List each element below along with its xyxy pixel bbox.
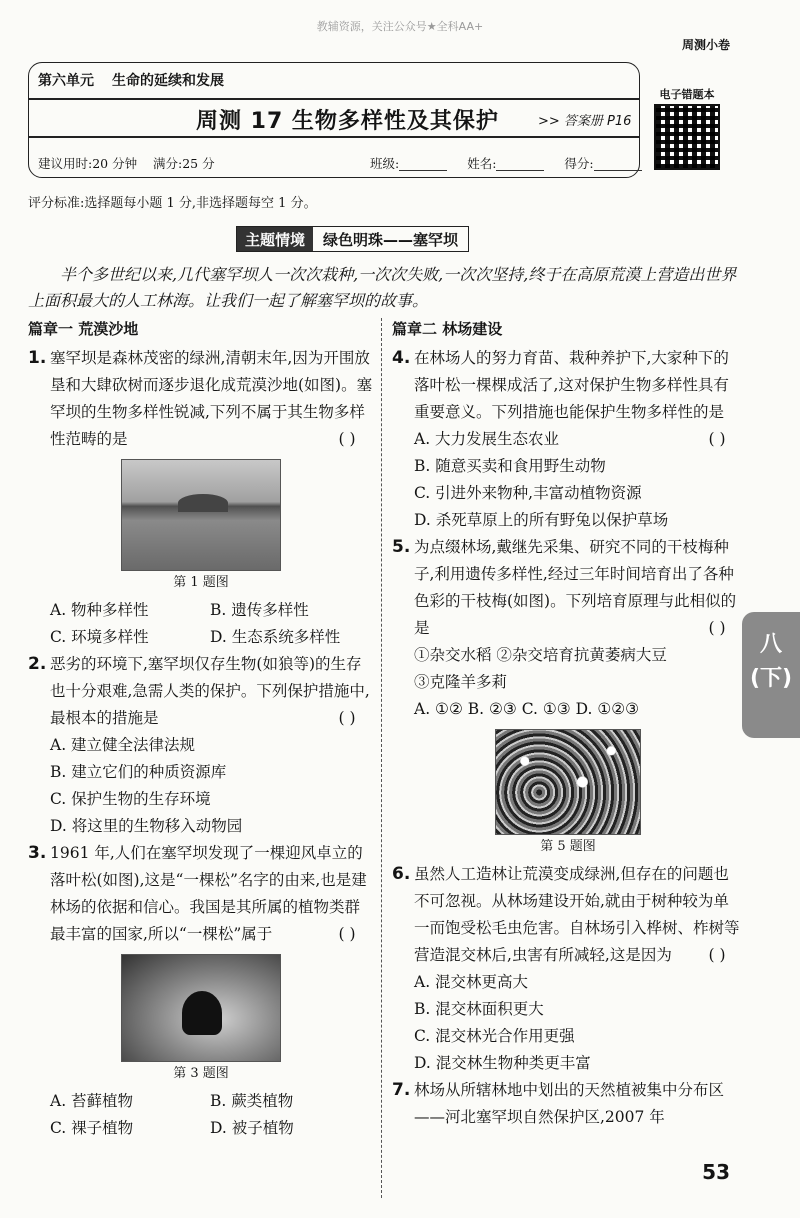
answer-bracket[interactable]: ( ): [708, 430, 726, 448]
unit-number: 第六单元: [38, 73, 94, 89]
plum-blossom-photo: [495, 729, 641, 835]
question-number: 3.: [28, 843, 47, 863]
time-score-info: [38, 154, 215, 172]
chapter-one-title: 篇章一 荒漠沙地: [28, 320, 139, 338]
unit-line: [28, 70, 640, 90]
option-d[interactable]: D. 生态系统多样性: [210, 628, 341, 646]
option-c[interactable]: C. 裸子植物: [50, 1119, 134, 1137]
question-text: 恶劣的环境下,塞罕坝仅存生物(如狼等)的生存也十分艰难,急需人类的保护。下列保护措施中,最根本的措施是: [50, 655, 370, 727]
option-a[interactable]: A. 苔藓植物: [50, 1092, 134, 1110]
question-2: [28, 651, 374, 732]
question-1: [28, 345, 374, 453]
option-row: [28, 624, 374, 651]
question-3: [28, 840, 374, 948]
question-number: 7.: [392, 1080, 411, 1100]
option-row: [28, 1115, 374, 1142]
option-d[interactable]: D. 杀死草原上的所有野兔以保护草场: [414, 511, 669, 529]
option-b[interactable]: B. 混交林面积更大: [414, 1000, 544, 1018]
option-a[interactable]: A. 混交林更高大: [414, 973, 529, 991]
option-d[interactable]: D. 被子植物: [210, 1119, 294, 1137]
chapter-two-title: 篇章二 林场建设: [392, 320, 503, 338]
desert-photo: [121, 459, 281, 571]
option-b[interactable]: B. 建立它们的种质资源库: [50, 763, 227, 781]
option-row: [28, 1088, 374, 1115]
column-divider: [381, 318, 382, 1198]
full-score: 满分:25 分: [153, 156, 215, 171]
answer-bracket[interactable]: ( ): [708, 946, 726, 964]
question-text: 在林场人的努力育苗、栽种养护下,大家种下的落叶松一棵棵成活了,这对保护生物多样性具有重要意义。下列措施也能保护生物多样性的是: [414, 349, 729, 421]
question-5: [392, 534, 744, 642]
score-label: 得分:: [564, 156, 594, 171]
name-field[interactable]: [496, 159, 544, 171]
question-text: 为点缀林场,戴继先采集、研究不同的干枝梅种子,利用遗传多样性,经过三年时间培育出了各种色彩的干枝梅(如图)。下列培育原理与此相似的是: [414, 538, 737, 637]
corner-label: 周测小卷: [681, 38, 730, 52]
question-number: 2.: [28, 654, 47, 674]
answer-bracket[interactable]: ( ): [338, 925, 356, 943]
scoring-rule: 评分标准:选择题每小题 1 分,非选择题每空 1 分。: [28, 196, 317, 211]
question-number: 4.: [392, 348, 411, 368]
option-c[interactable]: C. 混交林光合作用更强: [414, 1027, 575, 1045]
page-number: 53: [702, 1160, 730, 1184]
question-number: 5.: [392, 537, 411, 557]
option-row[interactable]: A. ①② B. ②③ C. ①③ D. ①②③: [414, 700, 640, 718]
right-column: [392, 316, 744, 1131]
left-column: [28, 316, 374, 1142]
option-b[interactable]: B. 蕨类植物: [210, 1092, 294, 1110]
option-c[interactable]: C. 环境多样性: [50, 628, 149, 646]
theme-tag: 主题情境: [237, 227, 313, 251]
figure-caption: 第 3 题图: [173, 1066, 229, 1081]
answer-bracket[interactable]: ( ): [338, 709, 356, 727]
question-6: [392, 861, 744, 969]
option-a[interactable]: A. 建立健全法律法规: [50, 736, 196, 754]
option-b[interactable]: B. 随意买卖和食用野生动物: [414, 457, 606, 475]
answer-bracket[interactable]: ( ): [338, 430, 356, 448]
option-b[interactable]: B. 遗传多样性: [210, 601, 309, 619]
question-7: [392, 1077, 744, 1131]
qr-code-icon[interactable]: [654, 104, 720, 170]
class-label: 班级:: [370, 156, 400, 171]
question-text: 林场从所辖林地中划出的天然植被集中分布区——河北塞罕坝自然保护区,2007 年: [414, 1081, 725, 1126]
option-c[interactable]: C. 引进外来物种,丰富动植物资源: [414, 484, 642, 502]
statement-list: ③克隆羊多莉: [414, 673, 508, 691]
class-field[interactable]: [399, 159, 447, 171]
page-title: 周测 17 生物多样性及其保护: [196, 109, 499, 134]
statement-list: ①杂交水稻 ②杂交培育抗黄萎病大豆: [414, 646, 667, 664]
figure-caption: 第 5 题图: [540, 839, 596, 854]
score-field[interactable]: [594, 159, 642, 171]
question-text: 1961 年,人们在塞罕坝发现了一棵迎风卓立的落叶松(如图),这是“一棵松”名字的由来,也是建林场的依据和信心。我国是其所属的植物类群最丰富的国家,所以“一棵松”属于: [50, 844, 367, 943]
question-text: 虽然人工造林让荒漠变成绿洲,但存在的问题也不可忽视。从林场建设开始,就由于树种较为单一而饱受松毛虫危害。自林场引入桦树、柞树等营造混交林后,虫害有所减轻,这是因为: [414, 865, 740, 964]
header-watermark: 教辅资源，关注公众号★全科AA+: [316, 20, 484, 33]
grade-side-tab: 八(下): [742, 612, 800, 738]
question-number: 1.: [28, 348, 47, 368]
theme-banner: [236, 226, 469, 252]
option-row: [28, 597, 374, 624]
answer-bracket[interactable]: ( ): [708, 619, 726, 637]
theme-text: 绿色明珠——塞罕坝: [323, 231, 459, 249]
name-label: 姓名:: [467, 156, 497, 171]
figure-caption: 第 1 题图: [173, 575, 229, 590]
pine-tree-photo: [121, 954, 281, 1062]
intro-paragraph: 半个多世纪以来,几代塞罕坝人一次次栽种,一次次失败,一次次坚持,终于在高原荒漠上营造出世界上面积最大的人工林海。让我们一起了解塞罕坝的故事。: [28, 265, 737, 310]
option-d[interactable]: D. 将这里的生物移入动物园: [50, 817, 243, 835]
question-number: 6.: [392, 864, 411, 884]
answer-reference: >> 答案册 P16: [538, 114, 632, 129]
suggested-time: 建议用时:20 分钟: [38, 156, 138, 171]
option-d[interactable]: D. 混交林生物种类更丰富: [414, 1054, 591, 1072]
unit-title: 生命的延续和发展: [112, 73, 224, 89]
option-c[interactable]: C. 保护生物的生存环境: [50, 790, 211, 808]
qr-label: 电子错题本: [659, 88, 715, 101]
question-text: 塞罕坝是森林茂密的绿洲,清朝末年,因为开围放垦和大肆砍树而逐步退化成荒漠沙地(如图)。塞罕坝的生物多样性锐减,下列不属于其生物多样性范畴的是: [50, 349, 373, 448]
option-a[interactable]: A. 大力发展生态农业: [414, 430, 560, 448]
student-info-fields: [370, 154, 658, 172]
option-a[interactable]: A. 物种多样性: [50, 601, 149, 619]
